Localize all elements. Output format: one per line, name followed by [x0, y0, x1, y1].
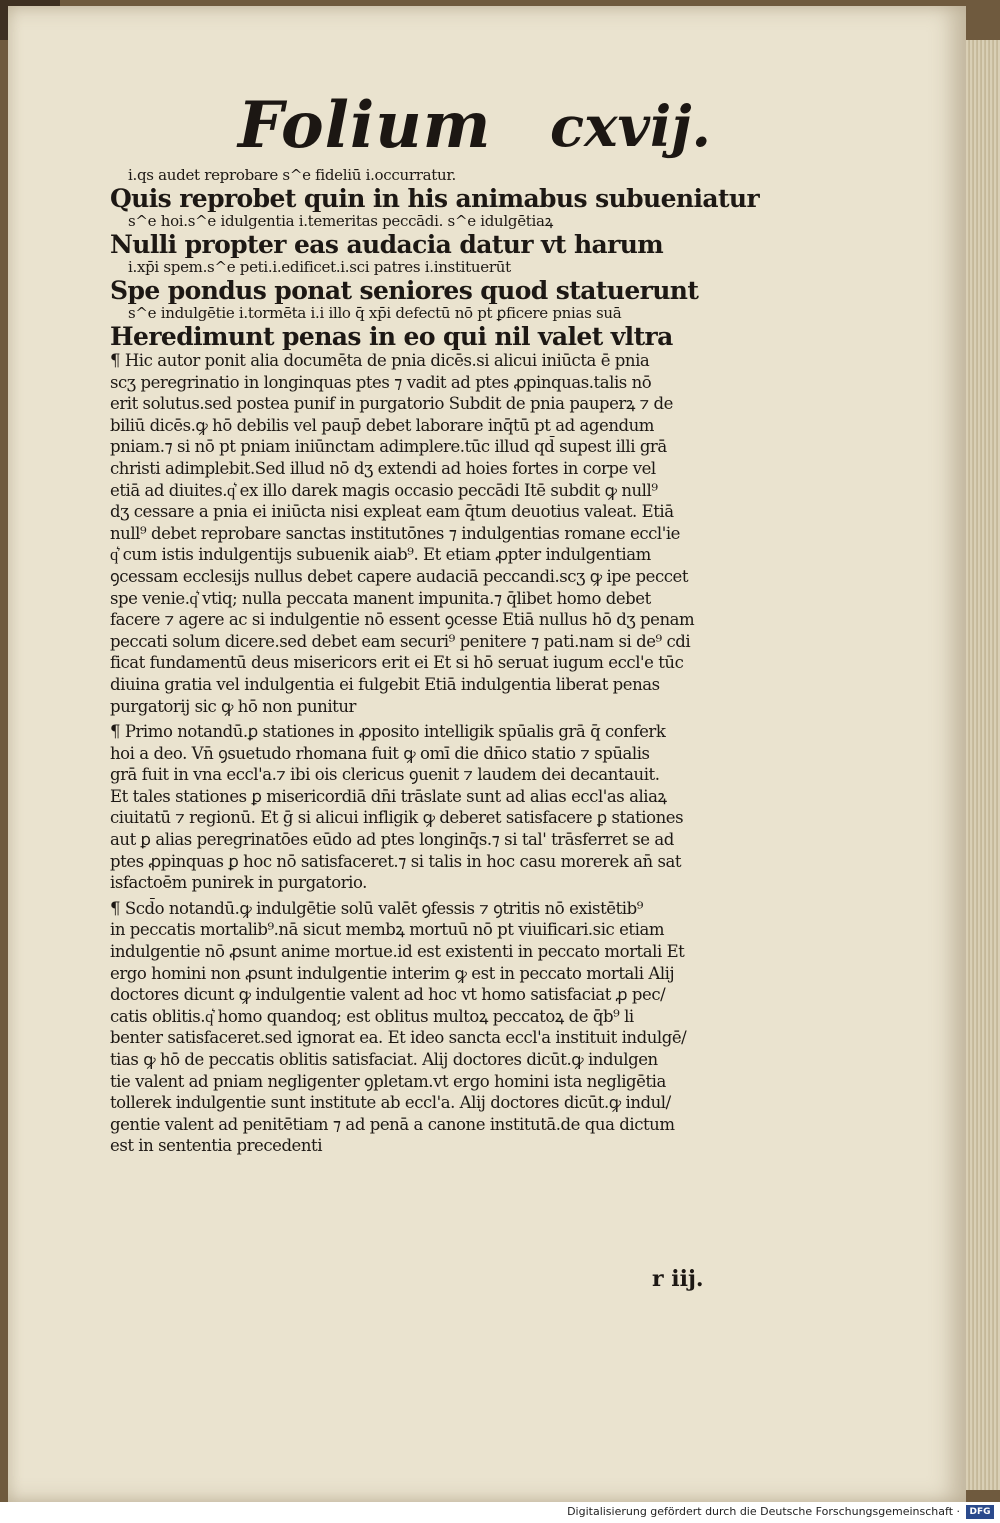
commentary-line: null⁹ debet reprobare sanctas institutōnes ⁊ indulgentias romane eccl'ie: [110, 523, 680, 543]
commentary-line: pniam.⁊ si nō pt pniam iniūnctam adimplere.tūc illud qd̄ supest illi grā: [110, 437, 667, 457]
page-header: [238, 88, 712, 178]
commentary-line: q͛ cum istis indulgentijs subuenik aiab⁹. Et etiam ꝓpter indulgentiam: [110, 545, 651, 565]
gloss-line: i.qs audet reprobare s^e fideliū i.occurratur.: [128, 166, 457, 184]
commentary-line: doctores dicunt ꝙ indulgentie valent ad hoc vt homo satisfaciat ꝓ pec/: [110, 985, 666, 1005]
commentary-line: spe venie.q͛ vtiq; nulla peccata manent impunita.⁊ q̄libet homo debet: [110, 588, 651, 608]
commentary-line: isfactoēm punirek in purgatorio.: [110, 873, 367, 893]
verse-line: Nulli propter eas audacia datur vt harum: [110, 231, 664, 258]
commentary-line: erit solutus.sed postea punif in purgatorio Subdit de pnia pauperꝝ ⁊ de: [110, 394, 673, 414]
commentary-line: benter satisfaceret.sed ignorat ea. Et ideo sancta eccl'a instituit indulgē/: [110, 1028, 687, 1048]
commentary-line: biliū dicēs.ꝙ hō debilis vel paup̄ debet laborare inq̄tū pt ad agendum: [110, 415, 654, 435]
commentary-line: indulgentie nō ꝓsunt anime mortue.id est existenti in peccato mortali Et: [110, 942, 685, 962]
verse-line: Quis reprobet quin in his animabus subueniatur: [110, 185, 760, 212]
commentary-line: peccati solum dicere.sed debet eam securi⁹ penitere ⁊ pati.nam si de⁹ cdi: [110, 631, 691, 651]
commentary-line: ¶ Primo notandū.ꝑ stationes in ꝓposito intelligik spūalis grā q̄ conferk: [110, 722, 666, 742]
signature-mark: r iij.: [652, 1266, 704, 1292]
header-title: Folium: [238, 88, 492, 163]
book-page: [8, 6, 966, 1502]
commentary-line: scʒ peregrinatio in longinquas ptes ⁊ vadit ad ptes ꝓpinquas.talis nō: [110, 372, 652, 392]
commentary-line: purgatorij sic ꝙ hō non punitur: [110, 696, 356, 716]
commentary-line: ptes ꝓpinquas ꝑ hoc nō satisfaceret.⁊ si talis in hoc casu morerek an̄ sat: [110, 851, 682, 871]
commentary-line: gentie valent ad penitētiam ⁊ ad penā a canone institutā.de qua dictum: [110, 1114, 675, 1134]
gloss-line: s^e indulgētie i.tormēta i.i illo q̄ xp̄i defectū nō pt ꝑficere pnias suā: [128, 304, 622, 322]
page-edges: [966, 40, 1000, 1490]
commentary-line: catis oblitis.q͛ homo quandoq; est oblitus multoꝝ peccatoꝝ de q̄b⁹ li: [110, 1006, 634, 1026]
verse-line: Heredimunt penas in eo qui nil valet vltra: [110, 323, 673, 350]
commentary-line: tie valent ad pniam negligenter ꝯpletam.vt ergo homini ista negligētia: [110, 1071, 666, 1091]
commentary-line: hoi a deo. Vn̄ ꝯsuetudo rhomana fuit ꝙ omī die dn̄ico statio ⁊ spūalis: [110, 743, 650, 763]
commentary-line: etiā ad diuites.q͛ ex illo darek magis occasio peccādi Itē subdit ꝙ null⁹: [110, 480, 658, 500]
verse-line: Spe pondus ponat seniores quod statuerunt: [110, 277, 699, 304]
commentary-line: ergo homini non ꝓsunt indulgentie interim ꝙ est in peccato mortali Alij: [110, 963, 675, 983]
gloss-line: s^e hoi.s^e idulgentia i.temeritas peccādi. s^e idulgētiaꝝ: [128, 212, 554, 230]
gloss-line: i.xp̄i spem.s^e peti.i.edificet.i.sci patres i.instituerūt: [128, 258, 511, 276]
commentary-line: diuina gratia vel indulgentia ei fulgebit Etiā indulgentia liberat penas: [110, 674, 660, 694]
commentary-line: facere ⁊ agere ac si indulgentie nō essent ꝯcesse Etiā nullus hō dʒ penam: [110, 610, 695, 630]
text-block: [110, 166, 800, 1157]
commentary-line: christi adimplebit.Sed illud nō dʒ extendi ad hoies fortes in corpe vel: [110, 458, 656, 478]
commentary-line: ciuitatū ⁊ regionū. Et ḡ si alicui infligik ꝙ deberet satisfacere ꝑ stationes: [110, 808, 684, 828]
commentary-line: dʒ cessare a pnia ei iniūcta nisi expleat eam q̄tum deuotius valeat. Etiā: [110, 502, 674, 522]
dfg-logo-icon: DFG: [966, 1505, 994, 1519]
commentary-line: in peccatis mortalib⁹.nā sicut membꝝ mortuū nō pt viuificari.sic etiam: [110, 920, 665, 940]
commentary-line: aut ꝑ alias peregrinatōes eūdo ad ptes longinq̄s.⁊ si tal' trāsferret se ad: [110, 830, 674, 850]
commentary-line: Et tales stationes ꝑ misericordiā dn̄i trāslate sunt ad alias eccl'as aliaꝝ: [110, 786, 667, 806]
commentary-line: ¶ Scd̄o notandū.ꝙ indulgētie solū valēt ꝯfessis ⁊ ꝯtritis nō existētib⁹: [110, 898, 643, 918]
commentary-line: ꝯcessam ecclesijs nullus debet capere audaciā peccandi.scʒ ꝙ ipe peccet: [110, 566, 689, 586]
commentary-line: tias ꝙ hō de peccatis oblitis satisfaciat. Alij doctores dicūt.ꝙ indulgen: [110, 1050, 658, 1069]
commentary-line: grā fuit in vna eccl'a.⁊ ibi ois clericus ꝯuenit ⁊ laudem dei decantauit.: [110, 765, 660, 785]
commentary-line: est in sententia precedenti: [110, 1136, 323, 1156]
commentary-line: ficat fundamentū deus misericors erit ei Et si hō seruat iugum eccl'e tūc: [110, 653, 684, 673]
commentary-line: ¶ Hic autor ponit alia documēta de pnia dicēs.si alicui iniūcta ē pnia: [110, 351, 650, 370]
commentary-line: tollerek indulgentie sunt institute ab eccl'a. Alij doctores dicūt.ꝙ indul/: [110, 1093, 671, 1113]
folio-number: cxvij.: [550, 94, 712, 160]
footer-bar: [0, 1502, 1000, 1523]
footer-credit: Digitalisierung gefördert durch die Deutsche Forschungsgemeinschaft ·: [567, 1505, 960, 1518]
